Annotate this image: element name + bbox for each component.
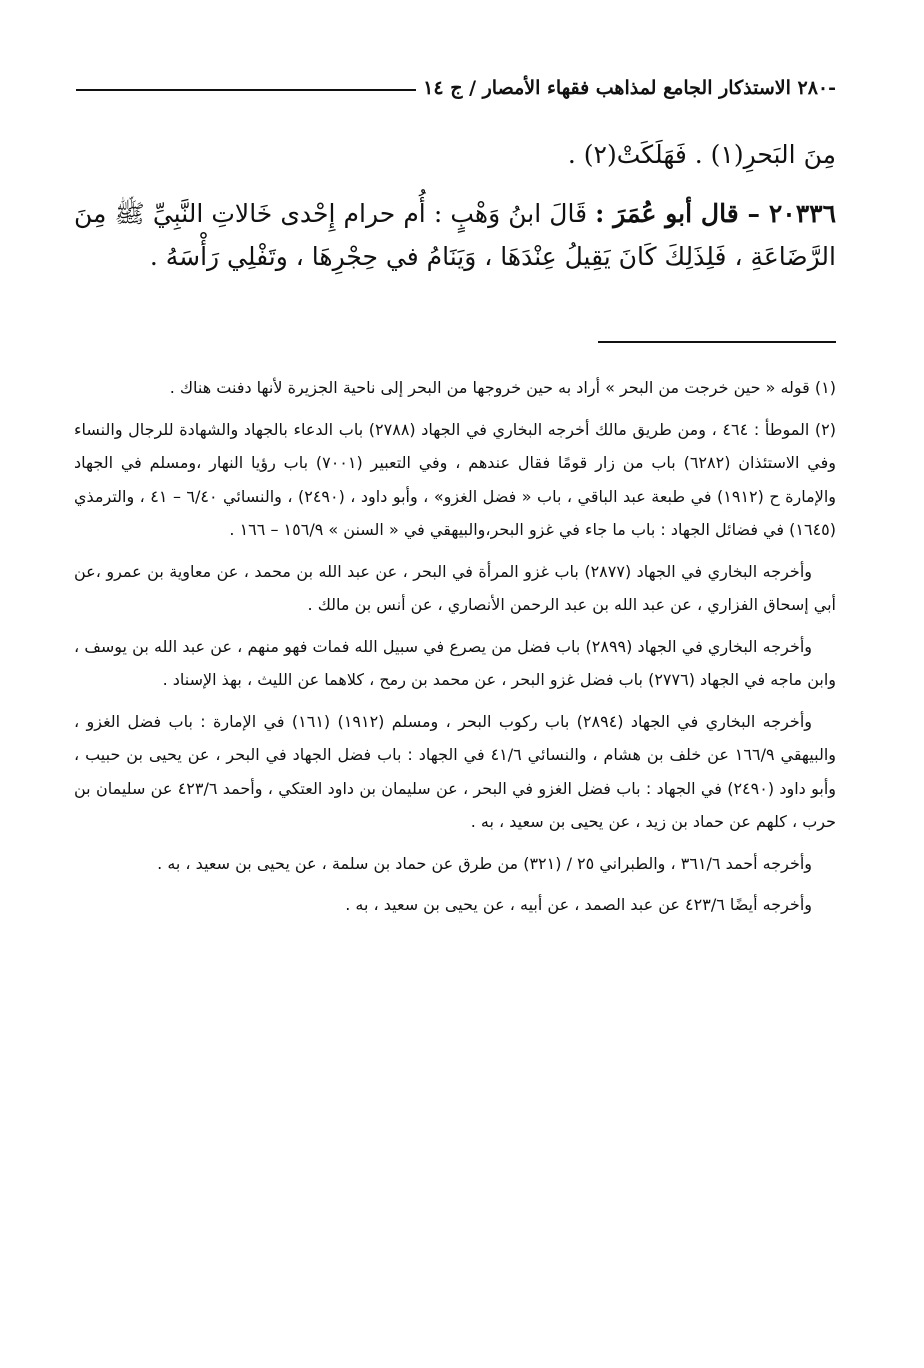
footnotes <box>74 371 836 930</box>
footnote-paragraph: وأخرجه البخاري في الجهاد (٢٨٩٤) باب ركوب البحر ، ومسلم (١٩١٢) (١٦١) في الإمارة : باب فضل الغزو ، والبيهقي ١٦٦/٩ عن خلف بن هشام ، والنسائي ٤١/٦ في الجهاد : باب فضل الجهاد في البحر ، عن يحيى بن حبيب ، وأبو داود (٢٤٩٠) في الجهاد : باب فضل الغزو في البحر ، عن سليمان بن داود العتكي ، وأحمد ٤٢٣/٦ عن سليمان بن حرب ، كلهم عن حماد بن زيد ، عن يحيى بن سعيد ، به . <box>74 711 836 831</box>
footnote-paragraph: وأخرجه البخاري في الجهاد (٢٨٧٧) باب غزو المرأة في البحر ، عن عبد الله بن محمد ، عن معاوية بن عمرو ،عن أبي إسحاق الفزاري ، عن عبد الله بن عبد الرحمن الأنصاري ، عن أنس بن مالك . <box>74 561 836 614</box>
footnote-paragraph: وأخرجه أيضًا ٤٢٣/٦ عن عبد الصمد ، عن أبيه ، عن يحيى بن سعيد ، به . <box>345 895 812 914</box>
entry-lead: ٢٠٣٣٦ – قال أبو عُمَرَ : <box>595 199 836 228</box>
page-header <box>76 68 836 108</box>
main-line: مِنَ البَحرِ(١) . فَهَلَكَتْ(٢) . <box>567 140 836 169</box>
running-title: -٢٨٠ الاستذكار الجامع لمذاهب فقهاء الأمصار / ج ١٤ <box>423 77 836 99</box>
main-text <box>74 133 836 294</box>
footnote-paragraph: وأخرجه أحمد ٣٦١/٦ ، والطبراني ٢٥ / (٣٢١) من طرق عن حماد بن سلمة ، عن يحيى بن سعيد ، به . <box>157 853 812 873</box>
footnote-2: (٢) الموطأ : ٤٦٤ ، ومن طريق مالك أخرجه البخاري في الجهاد (٢٧٨٨) باب الدعاء بالجهاد والشهادة للرجال والنساء وفي الاستئذان (٦٢٨٢) باب من زار قومًا فقال عندهم ، وفي التعبير (٧٠٠١) باب رؤيا النهار ،ومسلم في الجهاد والإمارة ح (١٩١٢) في طبعة عبد الباقي ، باب « فضل الغزو» ، وأبو داود ، (٢٤٩٠) ، والنسائي ٦/٤٠ – ٤١ ، والترمذي (١٦٤٥) في فضائل الجهاد : باب ما جاء في غزو البحر،والبيهقي في « السنن » ١٥٦/٩ – ١٦٦ . <box>74 419 837 539</box>
entry-body: قَالَ ابنُ وَهْبٍ : أُم حرام إِحْدى خَالاتِ النَّبِيِّ ﷺ مِنَ الرَّضَاعَةِ ، فَلِذَلِكَ كَانَ يَقِيلُ عِنْدَهَا ، وَيَنَامُ في حِجْرِهَا ، وتَفْلِي رَأْسَهُ . <box>74 199 836 271</box>
footnote-paragraph: وأخرجه البخاري في الجهاد (٢٨٩٩) باب فضل من يصرع في سبيل الله فمات فهو منهم ، عن عبد الله بن يوسف ، وابن ماجه في الجهاد (٢٧٧٦) باب فضل غزو البحر ، عن محمد بن رمح ، كلاهما عن الليث ، بهذ الإسناد . <box>74 636 836 689</box>
footnote-separator <box>598 341 836 343</box>
header-rule <box>76 89 416 91</box>
footnote-1: (١) قوله « حين خرجت من البحر » أراد به حين خروجها من البحر إلى ناحية الجزيرة لأنها دفنت هناك . <box>169 378 836 397</box>
hadith-entry <box>74 192 836 278</box>
